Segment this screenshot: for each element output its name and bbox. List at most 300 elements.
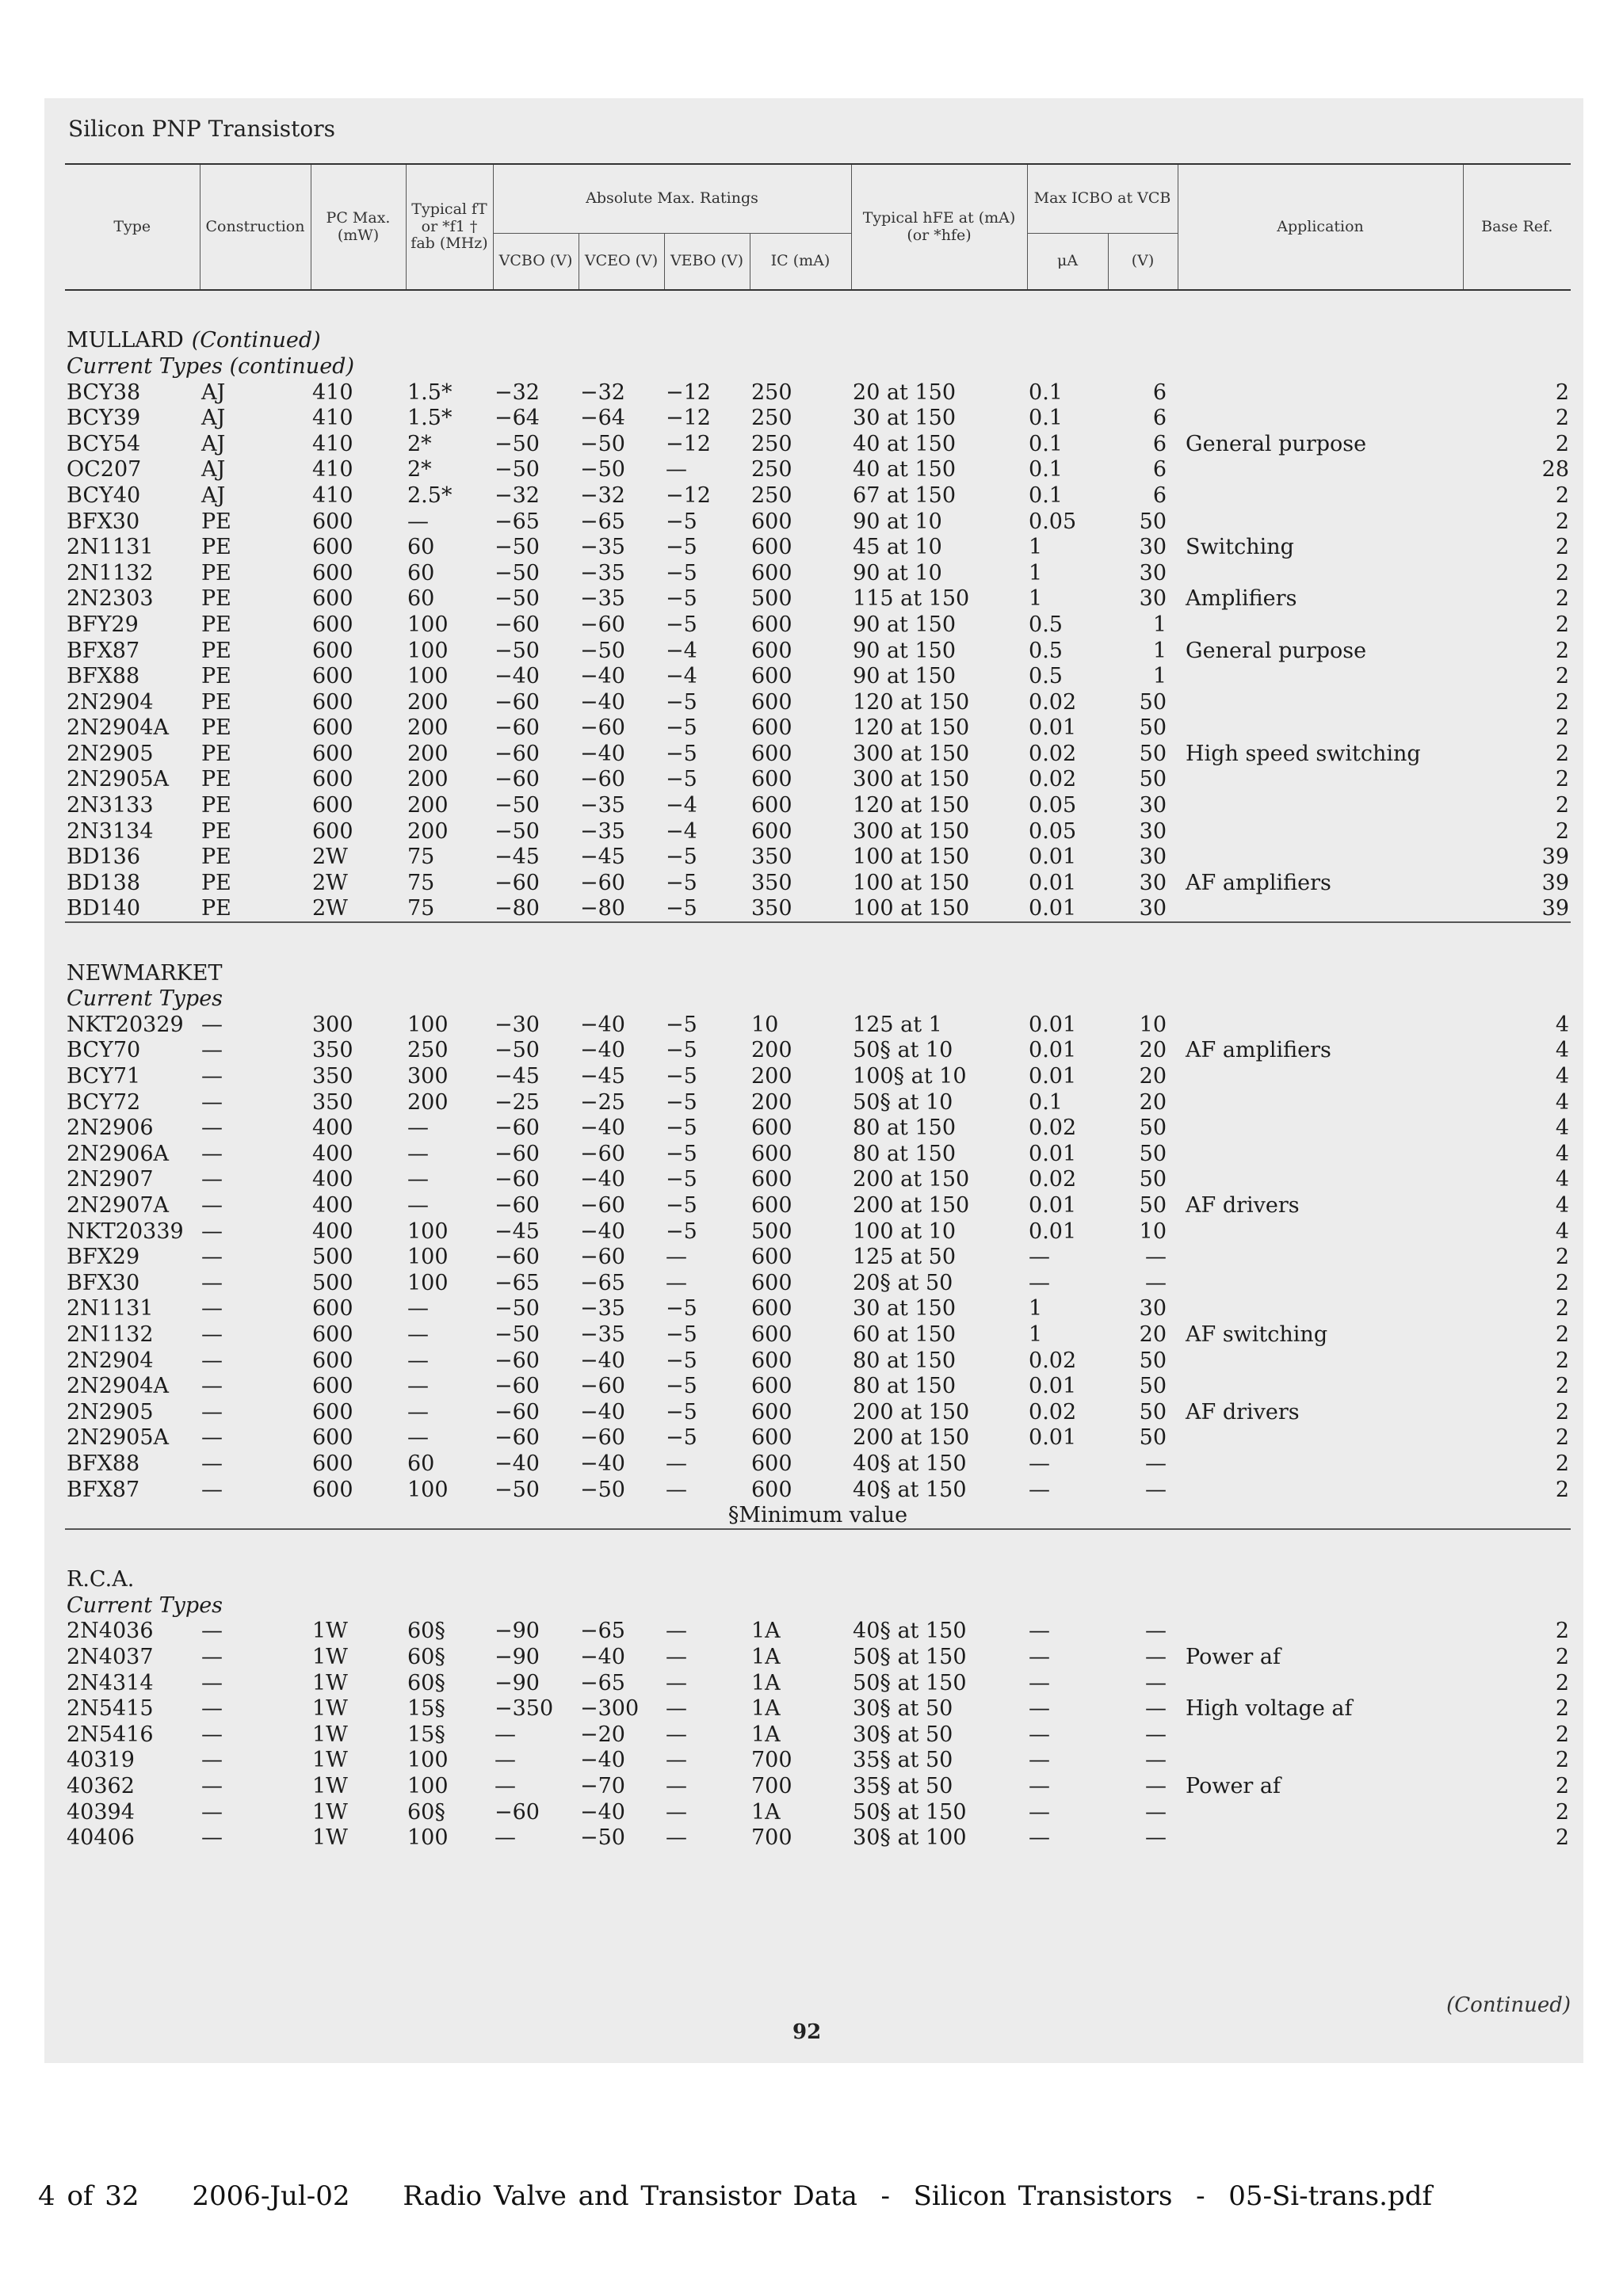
table-cell: −60 — [495, 1348, 540, 1373]
table-cell: 2W — [312, 845, 348, 870]
table-cell: 350 — [312, 1038, 353, 1063]
table-cell: 0.05 — [1029, 818, 1077, 844]
table-cell: NKT20329 — [67, 1012, 184, 1037]
table-cell: 0.5 — [1029, 612, 1063, 637]
table-cell: — — [201, 1645, 223, 1670]
table-cell: 2N4314 — [67, 1670, 154, 1695]
application-label: AF switching — [1186, 1322, 1328, 1347]
table-cell: — — [1029, 1645, 1051, 1670]
table-cell: 410 — [312, 406, 353, 431]
table-cell: 600 — [751, 1192, 792, 1218]
table-cell: — — [407, 1425, 429, 1451]
table-cell: — — [495, 1825, 516, 1851]
table-cell: 2N1131 — [67, 535, 154, 560]
table-cell: 2W — [312, 870, 348, 895]
table-row — [65, 792, 1571, 818]
table-cell: 120 at 150 — [853, 689, 970, 715]
table-cell: 600 — [312, 689, 353, 715]
table-cell: — — [666, 1477, 687, 1502]
base-ref-cell: 2 — [1555, 741, 1570, 766]
base-ref-cell: 4 — [1555, 1064, 1570, 1089]
table-row — [65, 1063, 1571, 1089]
table-cell: −60 — [495, 715, 540, 741]
table-cell: −40 — [580, 1799, 625, 1825]
table-cell: — — [1029, 1477, 1051, 1502]
header-ft: Typical fT or *f1 † fab (MHz) — [406, 164, 493, 290]
table-cell: AJ — [201, 379, 226, 405]
table-cell: −60 — [495, 741, 540, 766]
table-cell: −50 — [580, 1477, 625, 1502]
table-cell: — — [201, 1219, 223, 1244]
table-cell: — — [407, 1141, 429, 1166]
table-cell: −30 — [495, 1012, 540, 1037]
table-cell: 250 — [751, 431, 792, 456]
table-cell: — — [201, 1619, 223, 1644]
table-cell: 400 — [312, 1141, 353, 1166]
table-cell: −5 — [666, 509, 697, 534]
application-cell — [1178, 1115, 1463, 1141]
table-cell: PE — [201, 818, 231, 844]
application-cell — [1178, 1477, 1463, 1503]
table-cell: 200 — [407, 715, 449, 741]
table-cell: 10 — [751, 1012, 779, 1037]
table-row — [65, 1695, 1571, 1722]
table-cell: — — [1145, 1670, 1167, 1695]
table-row — [65, 638, 1571, 664]
table-cell: −12 — [666, 379, 711, 405]
table-cell: 600 — [751, 1322, 792, 1347]
base-ref-cell: 2 — [1555, 1374, 1570, 1399]
table-cell: BCY71 — [67, 1064, 141, 1089]
table-cell: 1 — [1029, 560, 1043, 585]
base-ref-cell: 2 — [1555, 1399, 1570, 1425]
table-row — [65, 1425, 1571, 1451]
table-row — [65, 844, 1571, 870]
table-row — [65, 1644, 1571, 1670]
table-cell: 40 at 150 — [853, 457, 957, 482]
application-cell — [1178, 1244, 1463, 1270]
table-cell: −5 — [666, 560, 697, 585]
spacer-row — [65, 290, 1571, 317]
table-cell: −350 — [495, 1696, 554, 1722]
table-cell: 600 — [751, 1425, 792, 1451]
table-cell: 2N2904A — [67, 1374, 170, 1399]
application-cell — [1178, 818, 1463, 845]
table-cell: −60 — [495, 1116, 540, 1141]
base-ref-cell: 2 — [1555, 638, 1570, 663]
table-cell: 30 — [1139, 870, 1167, 895]
table-cell: −40 — [580, 1348, 625, 1373]
table-cell: BFX87 — [67, 638, 140, 663]
table-cell: 200 at 150 — [853, 1425, 970, 1451]
table-cell: 100 — [407, 1245, 449, 1270]
table-cell: 40362 — [67, 1774, 135, 1799]
application-cell — [1178, 741, 1463, 767]
table-cell: −35 — [580, 1322, 625, 1347]
application-cell — [1178, 1695, 1463, 1722]
table-row — [65, 1270, 1571, 1296]
section-divider — [65, 1529, 1571, 1556]
table-cell: — — [666, 1451, 687, 1476]
table-cell: 100 — [407, 664, 449, 689]
application-cell — [1178, 1399, 1463, 1425]
transistor-table — [65, 163, 1571, 1851]
table-cell: −45 — [580, 1064, 625, 1089]
application-cell — [1178, 663, 1463, 689]
table-cell: 40406 — [67, 1825, 135, 1851]
base-ref-cell: 4 — [1555, 1167, 1570, 1192]
table-cell: 600 — [751, 741, 792, 766]
table-cell: PE — [201, 793, 231, 818]
table-cell: — — [666, 1670, 687, 1695]
table-cell: 40319 — [67, 1748, 135, 1773]
table-row — [65, 896, 1571, 923]
application-cell — [1178, 1141, 1463, 1167]
table-cell: −35 — [580, 793, 625, 818]
table-cell: 1W — [312, 1722, 348, 1747]
footer-title: Radio Valve and Transistor Data - Silicon Transistors - 05-Si-trans.pdf — [403, 2180, 1433, 2212]
table-cell: −64 — [580, 406, 625, 431]
table-cell: — — [1029, 1748, 1051, 1773]
table-cell: −25 — [580, 1089, 625, 1115]
table-cell: −65 — [580, 1619, 625, 1644]
table-cell: 300 at 150 — [853, 767, 970, 792]
application-cell — [1178, 1425, 1463, 1451]
table-cell: 600 — [312, 741, 353, 766]
table-cell: −40 — [580, 664, 625, 689]
table-cell: 2N2904 — [67, 689, 154, 715]
table-cell: 250 — [751, 482, 792, 508]
table-cell: 2N3133 — [67, 793, 154, 818]
table-cell: 100 at 150 — [853, 870, 970, 895]
table-cell: BD136 — [67, 845, 141, 870]
application-label: Power af — [1186, 1774, 1281, 1799]
table-cell: 125 at 50 — [853, 1245, 957, 1270]
table-cell: 0.01 — [1029, 1038, 1077, 1063]
table-cell: 120 at 150 — [853, 793, 970, 818]
table-cell: −35 — [580, 1296, 625, 1322]
table-cell: — — [201, 1270, 223, 1295]
table-cell: 30§ at 50 — [853, 1722, 953, 1747]
table-cell: 1W — [312, 1645, 348, 1670]
table-cell: 2N3134 — [67, 818, 154, 844]
base-ref-cell: 2 — [1555, 1348, 1570, 1373]
base-ref-cell: 2 — [1555, 1774, 1570, 1799]
table-cell: 0.5 — [1029, 664, 1063, 689]
table-cell: 1W — [312, 1748, 348, 1773]
table-cell: PE — [201, 767, 231, 792]
application-cell — [1178, 1670, 1463, 1696]
table-row — [65, 1799, 1571, 1825]
table-cell: −60 — [495, 612, 540, 637]
table-cell: 0.01 — [1029, 1219, 1077, 1244]
table-row — [65, 870, 1571, 896]
table-cell: 6 — [1152, 431, 1167, 456]
table-cell: 400 — [312, 1116, 353, 1141]
table-cell: −32 — [580, 379, 625, 405]
table-cell: 0.01 — [1029, 1064, 1077, 1089]
table-cell: 1W — [312, 1696, 348, 1722]
base-ref-cell: 4 — [1555, 1219, 1570, 1244]
table-cell: 350 — [751, 845, 792, 870]
application-cell — [1178, 792, 1463, 818]
table-cell: 40§ at 150 — [853, 1477, 967, 1502]
table-cell: 100 — [407, 638, 449, 663]
table-cell: 1 — [1029, 535, 1043, 560]
table-cell: 80 at 150 — [853, 1348, 957, 1373]
table-cell: 1 — [1029, 1322, 1043, 1347]
table-cell: −80 — [495, 896, 540, 921]
manufacturer-row — [65, 317, 1571, 354]
table-cell: −50 — [495, 1038, 540, 1063]
table-row — [65, 1089, 1571, 1116]
table-cell: 100§ at 10 — [853, 1064, 967, 1089]
table-cell: — — [666, 457, 687, 482]
table-cell: 1A — [751, 1696, 781, 1722]
table-cell: 10 — [1139, 1219, 1167, 1244]
table-cell: 600 — [751, 612, 792, 637]
base-ref-cell: 2 — [1555, 1425, 1570, 1451]
table-cell: 600 — [751, 715, 792, 741]
table-cell: 0.02 — [1029, 741, 1077, 766]
table-cell: — — [495, 1722, 516, 1747]
table-cell: 2N2904A — [67, 715, 170, 741]
table-cell: — — [201, 1425, 223, 1451]
table-cell: BFX88 — [67, 664, 140, 689]
base-ref-cell: 2 — [1555, 1696, 1570, 1722]
table-cell: 1A — [751, 1670, 781, 1695]
table-cell: −5 — [666, 586, 697, 612]
table-cell: 100 — [407, 1825, 449, 1851]
table-cell: 6 — [1152, 406, 1167, 431]
table-cell: 100 — [407, 1270, 449, 1295]
table-cell: 40§ at 150 — [853, 1451, 967, 1476]
application-label: Power af — [1186, 1645, 1281, 1670]
page-number: 92 — [792, 2020, 822, 2044]
table-cell: 6 — [1152, 457, 1167, 482]
table-cell: 125 at 1 — [853, 1012, 942, 1037]
application-cell — [1178, 1089, 1463, 1116]
table-cell: 600 — [312, 586, 353, 612]
table-cell: 600 — [751, 1296, 792, 1322]
table-cell: −5 — [666, 1167, 697, 1192]
table-cell: PE — [201, 560, 231, 585]
base-ref-cell: 2 — [1555, 767, 1570, 792]
application-cell — [1178, 586, 1463, 612]
application-cell — [1178, 1619, 1463, 1645]
table-cell: −5 — [666, 1322, 697, 1347]
table-cell: 2W — [312, 896, 348, 921]
table-row — [65, 509, 1571, 535]
base-ref-cell: 2 — [1555, 1619, 1570, 1644]
table-cell: −60 — [495, 1425, 540, 1451]
table-cell: −45 — [495, 845, 540, 870]
table-cell: 50 — [1139, 1348, 1167, 1373]
table-cell: 100 — [407, 1774, 449, 1799]
table-cell: 0.01 — [1029, 715, 1077, 741]
table-cell: 350 — [751, 896, 792, 921]
table-cell: −5 — [666, 535, 697, 560]
table-cell: 50§ at 10 — [853, 1038, 953, 1063]
table-cell: 1 — [1152, 612, 1167, 637]
table-cell: — — [407, 1116, 429, 1141]
table-row — [65, 1038, 1571, 1064]
table-row — [65, 1825, 1571, 1851]
table-cell: — — [495, 1748, 516, 1773]
table-row — [65, 1141, 1571, 1167]
table-cell: NKT20339 — [67, 1219, 184, 1244]
application-label: AF drivers — [1186, 1399, 1300, 1425]
table-cell: 35§ at 50 — [853, 1748, 953, 1773]
table-cell: 350 — [751, 870, 792, 895]
table-cell: 1W — [312, 1619, 348, 1644]
application-cell — [1178, 431, 1463, 457]
table-cell: 700 — [751, 1825, 792, 1851]
table-cell: 250 — [407, 1038, 449, 1063]
table-cell: 200 — [751, 1064, 792, 1089]
table-cell: 100 — [407, 1219, 449, 1244]
table-cell: — — [1145, 1477, 1167, 1502]
table-cell: 2* — [407, 457, 432, 482]
application-cell — [1178, 896, 1463, 923]
table-cell: −25 — [495, 1089, 540, 1115]
subheading-row — [65, 1592, 1571, 1619]
table-cell: — — [201, 1192, 223, 1218]
table-cell: — — [201, 1089, 223, 1115]
manufacturer-name: NEWMARKET — [67, 960, 223, 986]
table-cell: 30 at 150 — [853, 406, 957, 431]
table-cell: 0.01 — [1029, 1192, 1077, 1218]
table-cell: −50 — [580, 638, 625, 663]
table-cell: — — [1145, 1451, 1167, 1476]
table-cell: 600 — [312, 664, 353, 689]
base-ref-cell: 2 — [1555, 406, 1570, 431]
table-row — [65, 457, 1571, 483]
table-cell: −50 — [495, 1477, 540, 1502]
table-cell: 30 — [1139, 818, 1167, 844]
subheading-row — [65, 986, 1571, 1012]
table-row — [65, 612, 1571, 638]
table-cell: 600 — [312, 715, 353, 741]
table-cell: 6 — [1152, 482, 1167, 508]
table-cell: 2N2906 — [67, 1116, 154, 1141]
table-cell: 600 — [312, 793, 353, 818]
table-cell: 90 at 10 — [853, 509, 942, 534]
application-cell — [1178, 1219, 1463, 1245]
table-cell: 75 — [407, 845, 435, 870]
table-cell: — — [495, 1774, 516, 1799]
header-hfe: Typical hFE at (mA) (or *hfe) — [851, 164, 1027, 290]
table-cell: 600 — [751, 689, 792, 715]
table-cell: 0.02 — [1029, 767, 1077, 792]
table-cell: −50 — [495, 586, 540, 612]
table-cell: 100 — [407, 1012, 449, 1037]
table-cell: — — [201, 1799, 223, 1825]
application-cell — [1178, 1748, 1463, 1774]
table-row — [65, 1296, 1571, 1322]
table-cell: −5 — [666, 1141, 697, 1166]
base-ref-cell: 2 — [1555, 509, 1570, 534]
table-cell: −300 — [580, 1696, 640, 1722]
table-row — [65, 1115, 1571, 1141]
table-cell: 600 — [751, 818, 792, 844]
table-cell: 0.02 — [1029, 1348, 1077, 1373]
table-cell: 1 — [1029, 1296, 1043, 1322]
table-cell: 2N2904 — [67, 1348, 154, 1373]
header-ua: μA — [1027, 234, 1108, 291]
table-cell: — — [1145, 1799, 1167, 1825]
header-icbo: Max ICBO at VCB — [1027, 164, 1178, 234]
header-vebo: VEBO (V) — [664, 234, 750, 291]
table-row — [65, 1773, 1571, 1799]
table-cell: — — [201, 1322, 223, 1347]
table-cell: 500 — [751, 1219, 792, 1244]
table-cell: — — [1029, 1825, 1051, 1851]
table-row — [65, 1399, 1571, 1425]
base-ref-cell: 2 — [1555, 1722, 1570, 1747]
table-cell: — — [666, 1645, 687, 1670]
table-cell: 600 — [312, 535, 353, 560]
table-row — [65, 1619, 1571, 1645]
table-cell: — — [666, 1774, 687, 1799]
base-ref-cell: 2 — [1555, 1799, 1570, 1825]
table-cell: 50 — [1139, 1141, 1167, 1166]
table-cell: 50§ at 10 — [853, 1089, 953, 1115]
table-cell: 35§ at 50 — [853, 1774, 953, 1799]
table-cell: −32 — [495, 379, 540, 405]
table-cell: −50 — [580, 431, 625, 456]
table-cell: 2N5416 — [67, 1722, 154, 1747]
application-cell — [1178, 1773, 1463, 1799]
table-cell: BCY54 — [67, 431, 141, 456]
table-cell: 2N1132 — [67, 560, 154, 585]
base-ref-cell: 4 — [1555, 1089, 1570, 1115]
table-cell: OC207 — [67, 457, 142, 482]
base-ref-cell: 2 — [1555, 560, 1570, 585]
base-ref-cell: 4 — [1555, 1116, 1570, 1141]
table-cell: BFX29 — [67, 1245, 140, 1270]
table-cell: — — [1145, 1270, 1167, 1295]
application-cell — [1178, 715, 1463, 742]
table-cell: 600 — [751, 1477, 792, 1502]
table-cell: — — [1029, 1670, 1051, 1695]
table-cell: — — [407, 1167, 429, 1192]
table-cell: 600 — [312, 612, 353, 637]
table-cell: 2N2905A — [67, 767, 170, 792]
table-cell: 1 — [1029, 586, 1043, 612]
header-construction: Construction — [200, 164, 311, 290]
header-absolute-max: Absolute Max. Ratings — [493, 164, 851, 234]
table-cell: −5 — [666, 715, 697, 741]
manufacturer-note: (Continued) — [191, 328, 321, 353]
table-cell: — — [666, 1799, 687, 1825]
table-cell: −40 — [495, 664, 540, 689]
table-cell: −60 — [580, 1374, 625, 1399]
table-cell: −5 — [666, 1374, 697, 1399]
table-cell: 600 — [751, 1245, 792, 1270]
table-cell: — — [1145, 1825, 1167, 1851]
table-cell: 2N4036 — [67, 1619, 154, 1644]
footnote-row — [65, 1502, 1571, 1529]
table-row — [65, 1451, 1571, 1477]
table-cell: −5 — [666, 1296, 697, 1322]
table-cell: −50 — [580, 457, 625, 482]
table-cell: −80 — [580, 896, 625, 921]
table-cell: −5 — [666, 1425, 697, 1451]
table-cell: — — [201, 1399, 223, 1425]
application-cell — [1178, 689, 1463, 715]
table-cell: −40 — [580, 1645, 625, 1670]
